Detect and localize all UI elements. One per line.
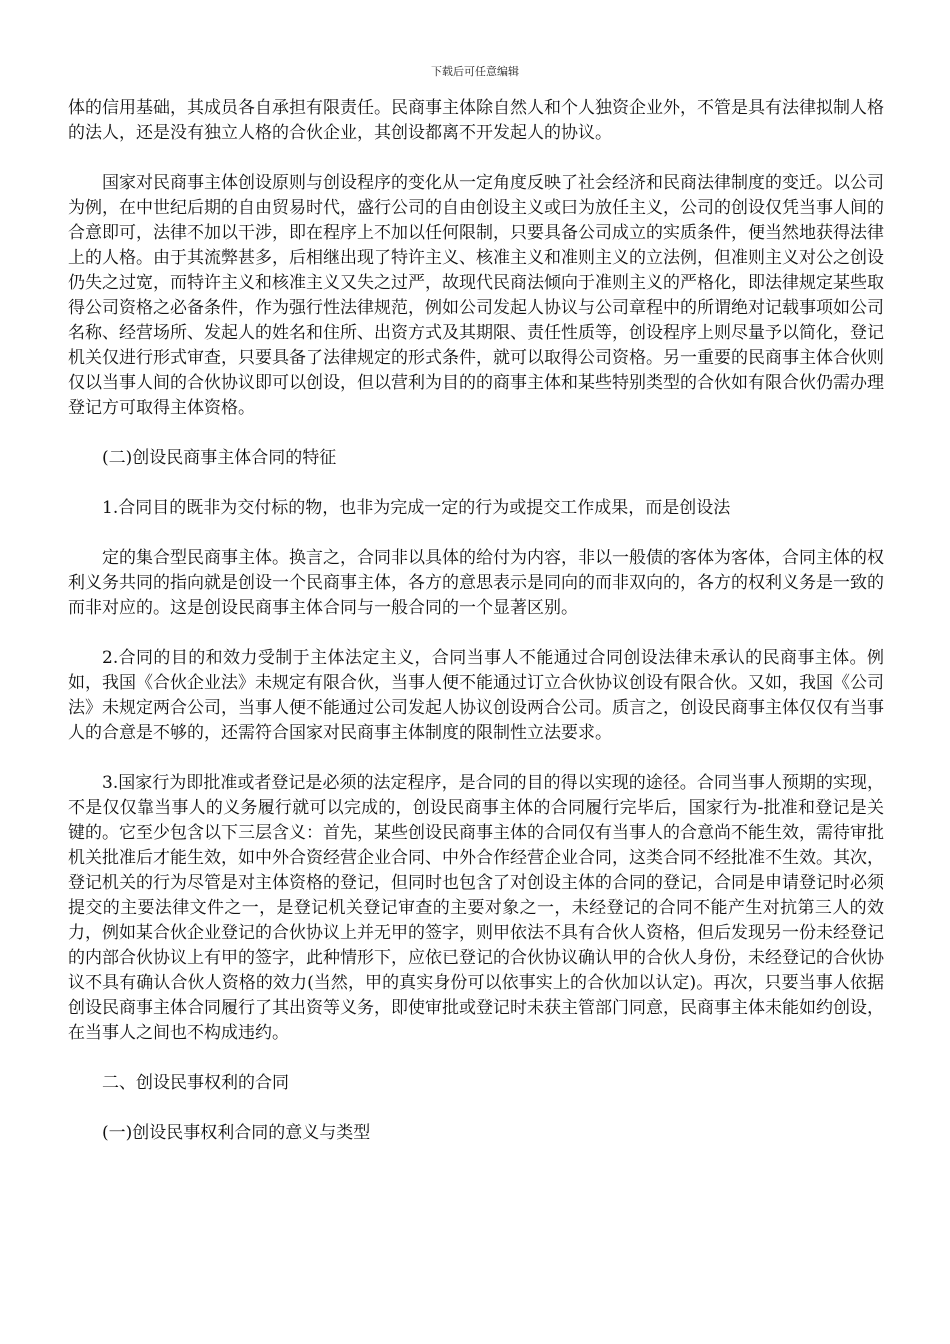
paragraph-point-1-start: 1.合同目的既非为交付标的物，也非为完成一定的行为或提交工作成果，而是创设法	[102, 498, 731, 518]
paragraph-point-2: 2.合同的目的和效力受制于主体法定主义，合同当事人不能通过合同创设法律未承认的民商事主体。例如，我国《合伙企业法》未规定有限合伙，当事人便不能通过订立合伙协议创设有限合伙。又如，我国《公司法》未规定两合公司，当事人便不能通过公司发起人协议创设两合公司。质言之，创设民商事主体仅仅有当事人的合意是不够的，还需符合国家对民商事主体制度的限制性立法要求。	[68, 648, 884, 743]
section-heading-characteristics: (二)创设民商事主体合同的特征	[102, 448, 337, 468]
paragraph-point-3: 3.国家行为即批准或者登记是必须的法定程序，是合同的目的得以实现的途径。合同当事人预期的实现，不是仅仅靠当事人的义务履行就可以完成的，创设民商事主体的合同履行完毕后，国家行为-批准和登记是关键的。它至少包含以下三层含义：首先，某些创设民商事主体的合同仅有当事人的合意尚不能生效，需待审批机关批准后才能生效，如中外合资经营企业合同、中外合作经营企业合同，这类合同不经批准不生效。其次，登记机关的行为尽管是对主体资格的登记，但同时也包含了对创设主体的合同的登记，合同是申请登记时必须提交的主要法律文件之一，是登记机关登记审查的主要对象之一，未经登记的合同不能产生对抗第三人的效力，例如某合伙企业登记的合伙协议上并无甲的签字，则甲依法不具有合伙人资格，但后发现另一份未经登记的内部合伙协议上有甲的签字，此种情形下，应依已登记的合伙协议确认甲的合伙人身份，未经登记的合伙协议不具有确认合伙人资格的效力(当然，甲的真实身份可以依事实上的合伙加以认定)。再次，只要当事人依据创设民商事主体合同履行了其出资等义务，即使审批或登记时未获主管部门同意，民商事主体未能如约创设，在当事人之间也不构成违约。	[68, 773, 884, 1043]
paragraph-continuation: 体的信用基础，其成员各自承担有限责任。民商事主体除自然人和个人独资企业外，不管是具有法律拟制人格的法人，还是没有独立人格的合伙企业，其创设都离不开发起人的协议。	[68, 98, 884, 143]
section-heading-rights-contract: 二、创设民事权利的合同	[102, 1073, 289, 1093]
document-body	[68, 96, 884, 1146]
page-header: 下载后可任意编辑	[431, 65, 519, 78]
paragraph-establishment-principles: 国家对民商事主体创设原则与创设程序的变化从一定角度反映了社会经济和民商法律制度的变迁。以公司为例，在中世纪后期的自由贸易时代，盛行公司的自由创设主义或曰为放任主义，公司的创设仅凭当事人间的合意即可，法律不加以干涉，即在程序上不加以任何限制，只要具备公司成立的实质条件，便当然地获得法律上的人格。由于其流弊甚多，后相继出现了特许主义、核准主义和准则主义的立法例，但准则主义对公之创设仍失之过宽，而特许主义和核准主义又失之过严，故现代民商法倾向于准则主义的严格化，即法律规定某些取得公司资格之必备条件，作为强行性法律规范，例如公司发起人协议与公司章程中的所谓绝对记载事项如公司名称、经营场所、发起人的姓名和住所、出资方式及其期限、责任性质等，创设程序上则尽量予以简化，登记机关仅进行形式审查，只要具备了法律规定的形式条件，就可以取得公司资格。另一重要的民商事主体合伙则仅以当事人间的合伙协议即可以创设，但以营利为目的的商事主体和某些特别类型的合伙如有限合伙仍需办理登记方可取得主体资格。	[68, 173, 884, 418]
paragraph-point-1-continuation: 定的集合型民商事主体。换言之，合同非以具体的给付为内容，非以一般债的客体为客体，合同主体的权利义务共同的指向就是创设一个民商事主体，各方的意思表示是同向的而非双向的，各方的权利义务是一致的而非对应的。这是创设民商事主体合同与一般合同的一个显著区别。	[68, 548, 884, 618]
subsection-heading-meaning-types: (一)创设民事权利合同的意义与类型	[102, 1123, 371, 1143]
